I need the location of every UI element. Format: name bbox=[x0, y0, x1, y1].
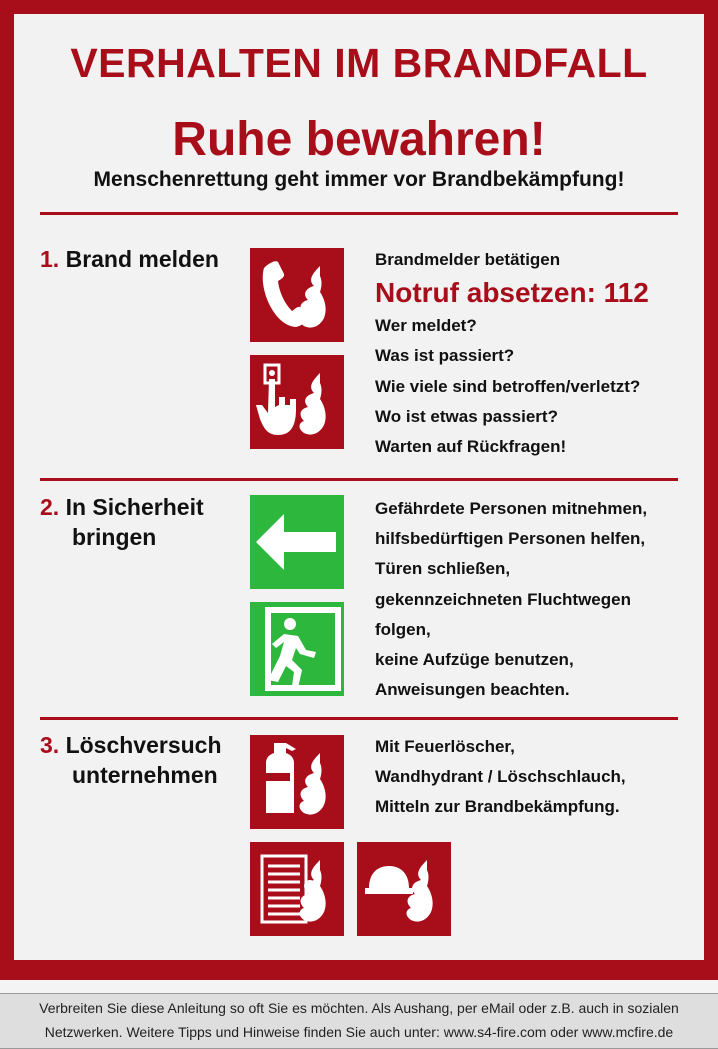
text-line: Was ist passiert? bbox=[375, 346, 515, 366]
text-line: Brandmelder betätigen bbox=[375, 250, 561, 269]
fire-phone-icon bbox=[250, 248, 344, 342]
section-1-heading: 1. Brand melden bbox=[40, 246, 219, 272]
headline: Ruhe bewahren! bbox=[172, 113, 546, 166]
footer-line: Netzwerken. Weitere Tipps und Hinweise finden Sie auch unter: www.s4-fire.com oder www.mcfire.de bbox=[44, 1024, 674, 1040]
subtitle: Menschenrettung geht immer vor Brandbekämpfung! bbox=[93, 168, 625, 191]
text-line: gekennzeichneten Fluchtwegen bbox=[375, 589, 631, 609]
text-line: Warten auf Rückfragen! bbox=[375, 437, 567, 457]
arrow-left-icon bbox=[250, 495, 344, 589]
text-line: Wie viele sind betroffen/verletzt? bbox=[375, 376, 641, 396]
section-3-text bbox=[375, 732, 626, 823]
text-line: Anweisungen beachten. bbox=[375, 680, 570, 700]
section-1-text bbox=[375, 245, 649, 462]
footer-line: Verbreiten Sie diese Anleitung so oft Sie es möchten. Als Aushang, per eMail oder z.B. auch in sozialen bbox=[39, 1000, 679, 1016]
fire-extinguisher-icon bbox=[250, 735, 344, 829]
section-2-text bbox=[375, 494, 647, 705]
divider bbox=[40, 478, 678, 481]
footer bbox=[0, 993, 718, 1049]
text-line: folgen, bbox=[375, 619, 431, 639]
text-line: keine Aufzüge benutzen, bbox=[375, 650, 574, 670]
text-line: Mitteln zur Brandbekämpfung. bbox=[375, 797, 620, 817]
text-line: Wer meldet? bbox=[375, 316, 477, 336]
firefighting-equipment-icon bbox=[357, 842, 451, 936]
fire-alarm-button-icon bbox=[250, 355, 344, 449]
section-2-heading: 2. In Sicherheit bringen bbox=[40, 494, 204, 550]
text-line: Mit Feuerlöscher, bbox=[375, 737, 515, 756]
text-line: hilfsbedürftigen Personen helfen, bbox=[375, 529, 646, 549]
divider bbox=[40, 212, 678, 215]
section-3-heading: 3. Löschversuch unternehmen bbox=[40, 732, 222, 788]
text-line: Wandhydrant / Löschschlauch, bbox=[375, 767, 626, 787]
emergency-exit-icon bbox=[250, 602, 344, 696]
poster-title: VERHALTEN IM BRANDFALL bbox=[70, 40, 648, 86]
text-line: Türen schließen, bbox=[375, 559, 511, 579]
text-line: Wo ist etwas passiert? bbox=[375, 406, 558, 426]
emergency-number: Notruf absetzen: 112 bbox=[375, 277, 649, 309]
fire-hose-icon bbox=[250, 842, 344, 936]
divider bbox=[40, 717, 678, 720]
text-line: Gefährdete Personen mitnehmen, bbox=[375, 499, 648, 518]
